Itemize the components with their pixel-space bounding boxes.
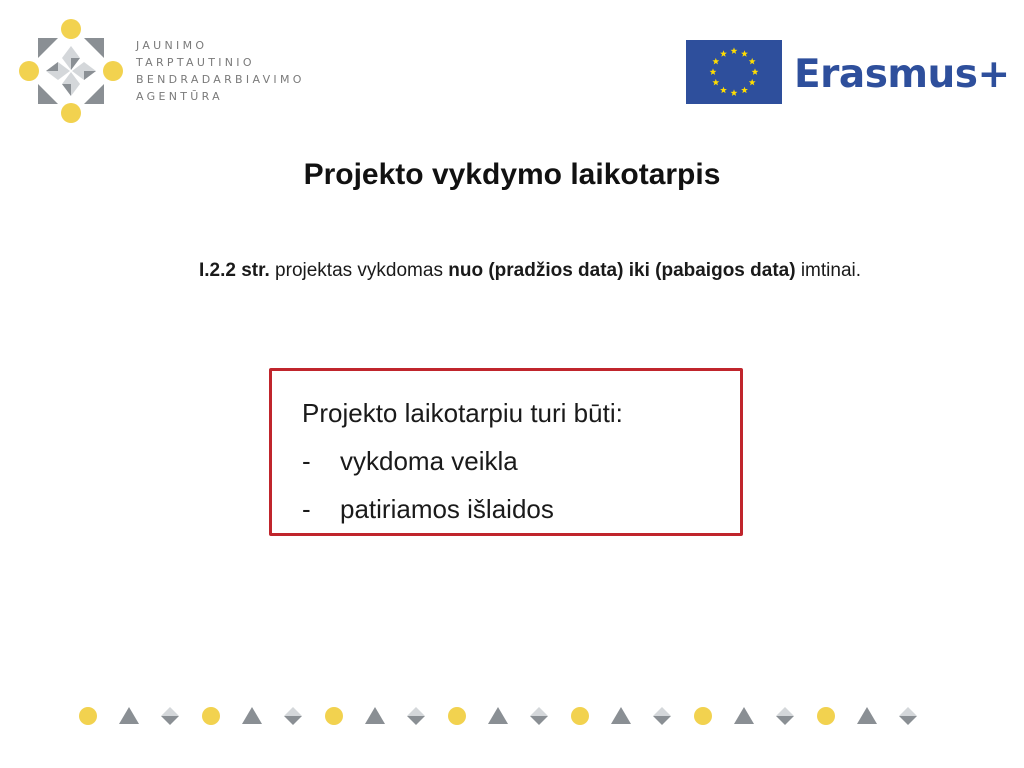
body-text: imtinai.: [795, 260, 862, 281]
article-reference: I.2.2 str.: [198, 260, 270, 281]
body-text: projektas vykdomas: [269, 260, 449, 281]
split-diamond-icon: [161, 707, 179, 725]
list-item-text: vykdoma veikla: [340, 446, 518, 476]
split-diamond-icon: [776, 707, 794, 725]
highlight-box: [269, 368, 743, 536]
yellow-dot-icon: [817, 707, 835, 725]
list-item-text: patiriamos išlaidos: [340, 494, 554, 524]
agency-wordmark: [136, 39, 305, 104]
body-sentence: [0, 260, 1024, 282]
split-diamond-icon: [899, 707, 917, 725]
gray-triangle-icon: [365, 707, 385, 724]
gray-triangle-icon: [119, 707, 139, 724]
list-item: [302, 485, 740, 533]
box-heading: Projekto laikotarpiu turi būti:: [302, 398, 623, 428]
yellow-dot-icon: [694, 707, 712, 725]
yellow-dot-icon: [325, 707, 343, 725]
agency-logo: [18, 18, 305, 124]
yellow-dot-icon: [571, 707, 589, 725]
gray-triangle-icon: [857, 707, 877, 724]
agency-name-line: JAUNIMO: [136, 38, 208, 52]
yellow-dot-icon: [202, 707, 220, 725]
split-diamond-icon: [407, 707, 425, 725]
split-diamond-icon: [284, 707, 302, 725]
gray-triangle-icon: [734, 707, 754, 724]
slide-title: Projekto vykdymo laikotarpis: [303, 158, 721, 191]
list-item: [302, 437, 740, 485]
split-diamond-icon: [653, 707, 671, 725]
erasmus-logo: [686, 40, 1010, 104]
split-diamond-icon: [530, 707, 548, 725]
date-range: nuo (pradžios data) iki (pabaigos data): [448, 260, 796, 281]
gray-triangle-icon: [242, 707, 262, 724]
erasmus-wordmark: Erasmus+: [794, 52, 1010, 97]
yellow-dot-icon: [79, 707, 97, 725]
gray-triangle-icon: [488, 707, 508, 724]
list-dash: -: [302, 446, 311, 476]
footer-pattern: [78, 704, 928, 728]
eu-flag-icon: [686, 40, 782, 104]
yellow-dot-icon: [448, 707, 466, 725]
agency-emblem-icon: [18, 18, 124, 124]
agency-name-line: AGENTŪRA: [136, 89, 223, 103]
agency-name-line: TARPTAUTINIO: [136, 55, 255, 69]
list-dash: -: [302, 494, 311, 524]
gray-triangle-icon: [611, 707, 631, 724]
agency-name-line: BENDRADARBIAVIMO: [136, 72, 305, 86]
